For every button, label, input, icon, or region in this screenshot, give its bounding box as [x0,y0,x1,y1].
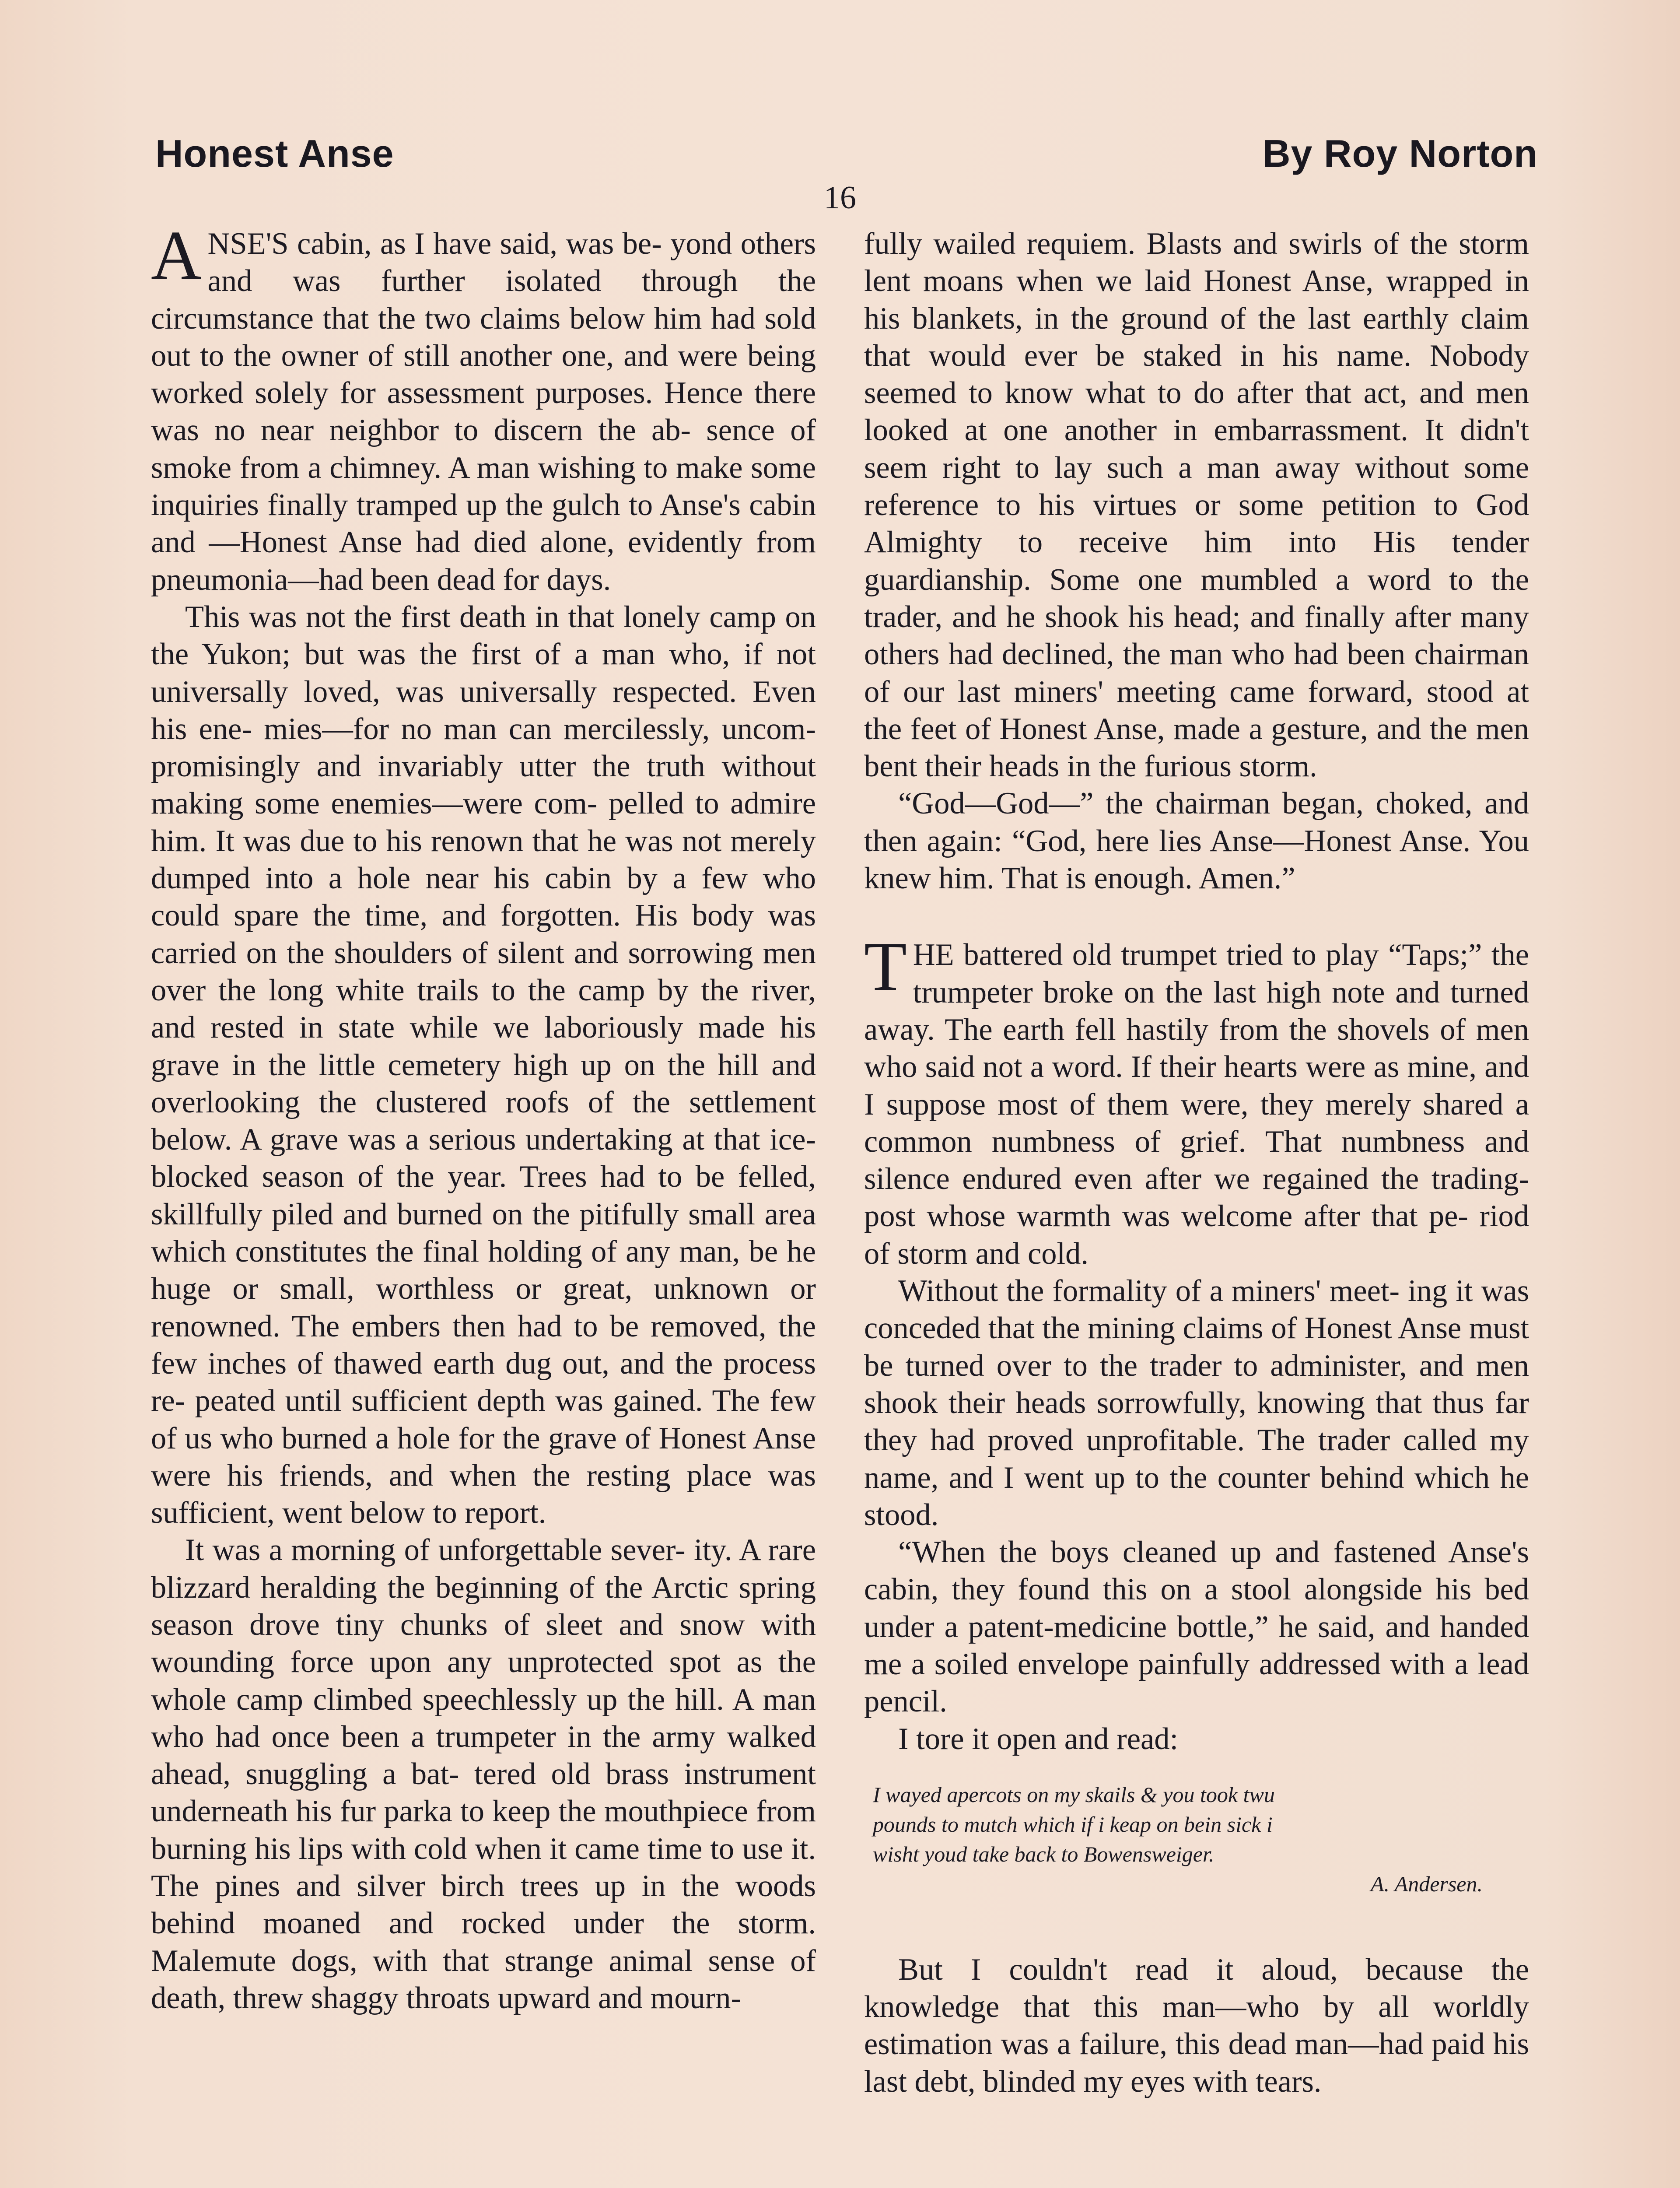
paragraph-mining-claims: Without the formality of a miners' meet- ing it was conceded that the mining claims of Honest Anse must be turned over to the trader to administer, and men shook their heads sorrowfully, knowing that thus far they had proved unprofitable. The trader called my name, and I went up to the counter behind which he stood. [864,1274,1529,1532]
paragraph-text: HE battered old trumpet tried to play “Taps;” the trumpeter broke on the last high note and turned away. The earth fell hastily from the shovels of men who said not a word. If their hearts were as mine, and I suppose most of them were, they merely shared a common numbness of grief. That numbness and silence endured even after we regained the trading-post whose warmth was welcome after that pe- riod of storm and cold. [864,938,1529,1271]
story-title: Honest Anse [155,132,394,175]
paragraph-funeral-preparation: This was not the first death in that lonely camp on the Yukon; but was the first of a man who, if not universally loved, was universally respected. Even his ene- mies—for no man can mercilessly, uncom- promisingly and invariably utter the truth without making some enemies—were com- pelled to admire him. It was due to his renown that he was not merely dumped into a hole near his cabin by a few who could spare the time, and forgotten. His body was carried on the shoulders of silent and sorrowing men over the long white trails to the camp by the river, and rested in state while we laboriously made his grave in the little cemetery high up on the hill and overlooking the clustered roofs of the settlement below. A grave was a serious undertaking at that ice-blocked season of the year. Trees had to be felled, skillfully piled and burned on the pitifully small area which constitutes the final holding of any man, be he huge or small, worthless or great, unknown or renowned. The embers then had to be removed, the few inches of thawed earth dug out, and the process re- peated until sufficient depth was gained. The few of us who burned a hole for the grave of Honest Anse were his friends, and when the resting place was sufficient, went below to report. [151,600,816,1530]
letter-line: I wayed apercots on my skails & you took twu [873,1782,1275,1807]
story-author: By Roy Norton [1263,132,1538,175]
letter-line: pounds to mutch which if i keap on bein sick i [873,1812,1273,1837]
page-number: 16 [824,180,856,216]
paragraph-prayer: “God—God—” the chairman began, choked, and then again: “God, here lies Anse—Honest Anse. You knew him. That is enough. Amen.” [864,786,1529,896]
paragraph-text: NSE'S cabin, as I have said, was be- yond others and was further isolated through the circumstance that the two claims below him had sold out to the owner of still another one, and were being worked solely for assessment purposes. Hence there was no near neighbor to discern the ab- sence of smoke from a chimney. A man wishing to make some inquiries finally tramped up the gulch to Anse's cabin and —Honest Anse had died alone, evidently from pneumonia—had been dead for days. [151,227,816,597]
paragraph-taps [864,927,1529,1273]
paragraph-tore-open: I tore it open and read: [898,1722,1179,1756]
letter-signature: A. Andersen. [1371,1871,1483,1896]
drop-cap-a: A [151,216,202,294]
section-break [864,897,1529,936]
paragraph-blizzard-morning: It was a morning of unforgettable sever- ity. A rare blizzard heralding the beginning of the Arctic spring season drove tiny chunks of sleet and snow with wounding force upon any unprotected spot as the whole camp climbed speechlessly up the hill. A man who had once been a trumpeter in the army walked ahead, snuggling a bat- tered old brass instrument underneath his fur parka to keep the mouthpiece from burning his lips with cold when it came time to use it. The pines and silver birch trees up in the woods behind moaned and rocked under the storm. Malemute dogs, with that strange animal sense of death, threw shaggy throats upward and mourn- [151,1533,816,2015]
paragraph-envelope: “When the boys cleaned up and fastened Anse's cabin, they found this on a stool alongside his bed under a patent-medicine bottle,” he said, and handed me a soiled envelope painfully addressed with a lead pencil. [864,1535,1529,1719]
paragraph-opening [151,216,816,599]
handwritten-letter [864,1780,1529,1899]
paragraph-closing: But I couldn't read it aloud, because the knowledge that this man—who by all worldly estimation was a failure, this dead man—had paid his last debt, blinded my eyes with tears. [864,1952,1529,2099]
letter-line: wisht youd take back to Bowensweiger. [873,1841,1214,1866]
left-column [151,216,816,2017]
paragraph-requiem: fully wailed requiem. Blasts and swirls of the storm lent moans when we laid Honest Anse, wrapped in his blankets, in the ground of the last earthly claim that would ever be staked in his name. Nobody seemed to know what to do after that act, and men looked at one another in embarrassment. It didn't seem right to lay such a man away without some reference to his virtues or some petition to God Almighty to receive him into His tender guardianship. Some one mumbled a word to the trader, and he shook his head; and finally after many others had declined, the man who had been chairman of our last miners' meeting came forward, stood at the feet of Honest Anse, made a gesture, and the men bent their heads in the furious storm. [864,227,1529,784]
right-column [864,225,1529,2100]
drop-cap-t: T [864,927,907,1006]
